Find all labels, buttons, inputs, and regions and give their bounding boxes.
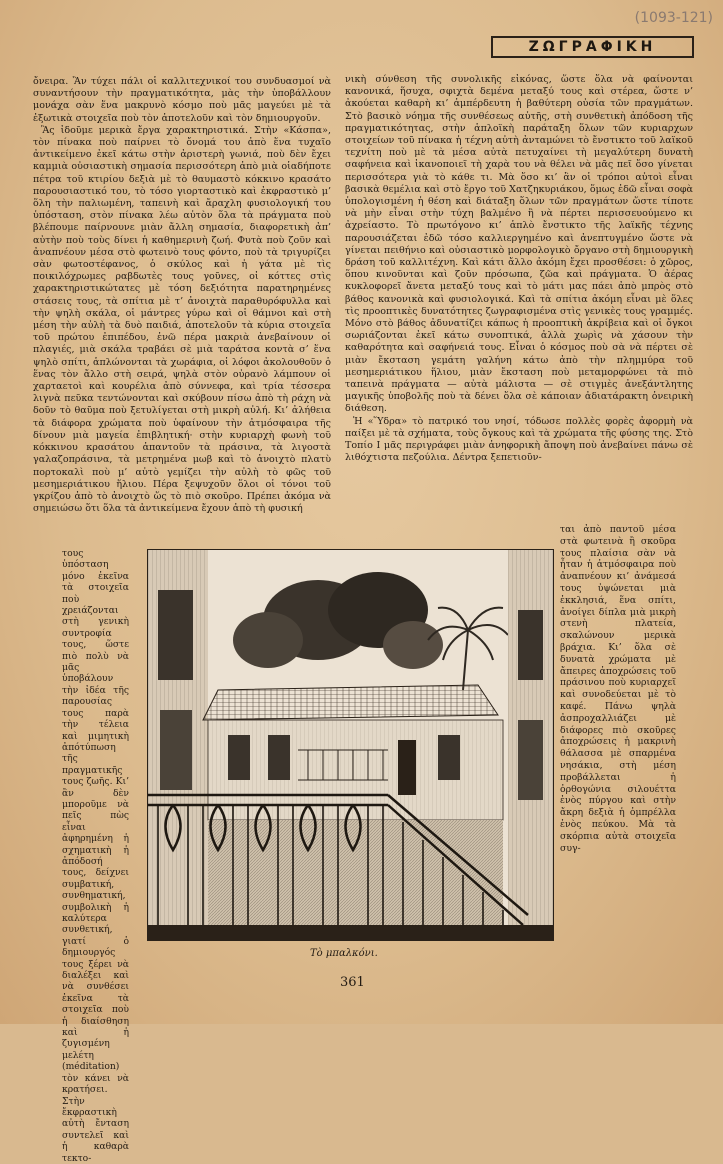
- left-paragraph-1: ὄνειρα. Ἂν τύχει πάλι οἱ καλλιτεχνικοί του συνδυασμοί νὰ συναντήσουν τὴν πραγματικότητα, μὰς τὴν ὑποβάλλουν μονάχα σὰν ἕνα μακρυνὸ κόσμο ποὺ μᾶς μαγεύει μὲ τὰ ἐξωτικὰ στοιχεῖα ποὺ τὸν ἀποτελοῦν καὶ τὸν δημιουργοῦν.: [33, 76, 331, 124]
- right-paragraph-1: νικὴ σύνθεση τῆς συνολικῆς εἰκόνας, ὥστε ὅλα νὰ φαίνονται κανονικά, ἥσυχα, σφιχτὰ δεμένα μεταξύ τους καὶ στέρεα, ὥστε ν’ ἀκούεται καθαρὴ κι’ ἀμπέρδευτη ἡ βαθύτερη οὐσία τῶν πραγμάτων. Στὸ βασικὸ νόημα τῆς συνθέσεως αὐτῆς, στὴ συνθετικὴ ἀπόδοση τῆς πραγματικότητας, στὴν ἁπλοϊκὴ παράταξη ὅλων τῶν κυριαρχων στοιχείων τοῦ πίνακα ἡ τέχνη αὐτὴ ἀνταμώνει τὸ ἔνστικτο τοῦ λαϊκοῦ τεχνίτη ποὺ μὲ τὰ μέσα αὐτὰ πετυχαίνει τὴ μεγαλύτερη δυνατὴ σαφήνεια καὶ ἱκανοποιεῖ τὴ χαρὰ του νὰ θέλει νὰ μᾶς πεῖ ὅσο γίνεται περισσότερα γιὰ τὸ κάθε τι. Μὰ ὅσο κι’ ἂν οἱ τρόποι αὐτοὶ εἶναι βασικὰ θεμέλια καὶ στὸ ἔργο τοῦ Χατζηκυριάκου, ὅμως ἐδῶ εἶναι σοφὰ ὑπολογισμένη ἡ θέση καὶ διάταξη ὅλων τῶν πραγμάτων ὥστε τίποτε νὰ μὴν εἶναι στὴν τύχη βαλμένο ἢ νὰ πέρτει περισσευούμενο κι ἀχρείαστο. Τὸ πρωτόγονο κι’ ἁπλὸ ἔνστικτο τῆς λαϊκῆς τέχνης παρουσιάζεται ἐδῶ τόσο καλλιεργημένο καὶ ἀνεπτυγμένο ὥστε νὰ γίνεται πειθήνιο καὶ οὐσιαστικὸ μορφολογικὸ ὄργανο στὴ δημιουργικὴ δράση τοῦ καλλιτέχνη. Καὶ κάτι ἄλλο ἀκόμη ἔχει προσθέσει: ὁ χῶρος, ὅπου κινοῦνται καὶ ζοῦν πρόσωπα, ζῶα καὶ πράγματα. Ὁ ἀέρας κυκλοφορεῖ ἄνετα μεταξύ τους καὶ τὸ μάτι μας πάει ἀπὸ μπρὸς στὸ βάθος κανονικὰ καὶ φυσιολογικά. Καὶ τὰ σπίτια ἀκόμη εἶναι μὲ ὅλες τὶς προοπτικὲς δυνατότητες ζωγραφισμένα στὶς γενικὲς τους γραμμές. Μόνο στὸ βάθος ἀδυνατίζει κάπως ἡ προοπτικὴ ἀκρίβεια καὶ οἱ ὄγκοι σωριάζονται ἐκεῖ κάτω συνοπτικά, ἀλλὰ χωρὶς νὰ χάσουν τὴν καθαρότητα καὶ σαφήνειά τους. Εἶναι ὁ κόσμος ποὺ σὰ νὰ πέρτει σὲ μιὰν ἔκσταση γεμάτη γαλήνη κάτω ἀπὸ τὴν πλημμύρα τοῦ μεσημεριάτικου ἥλιου, μιὰν ἔκσταση ποὺ μεταμορφώνει τὰ πιὸ ταπεινὰ πράγματα — αὐτὰ μάλιστα — σὲ στιγμὲς ἀνεξάντλητης μαγικῆς ὑποβολῆς ποὺ τὰ δένει ὅλα σὲ κάποιαν ἀδιατάρακτη ὀνειρικὴ διάθεση.: [345, 74, 693, 415]
- left-narrow-column: [62, 548, 129, 1164]
- illustration-caption: Τὸ μπαλκόνι.: [310, 948, 378, 959]
- balcony-illustration: [147, 549, 554, 941]
- right-paragraph-2: Ἡ «Ὕδρα» τὸ πατρικό του νησί, τόδωσε πολλὲς φορὲς ἀφορμὴ νὰ παίξει μὲ τὰ σχήματα, τοὺς ὄγκους καὶ τὰ χρώματα τῆς φύσης της. Στὸ Τοπίο Ι μᾶς περιγράφει μιὰν ἀνηφορικὴ ἄποψη ποὺ ἀνεβαίνει πάνω σὲ λιθόχτιστα πεζούλια. Δέντρα ξεπετιοῦν-: [345, 415, 693, 464]
- left-narrow-text: τους ὑπόσταση μόνο ἐκεῖνα τὰ στοιχεῖα ποὺ χρειάζονται στὴ γενικὴ συντροφία τους, ὥστε πιὸ πολὺ νὰ μᾶς ὑποβάλουν τὴν ἰδέα τῆς παρουσίας τους παρὰ τὴν τέλεια καὶ μιμητικὴ ἀπότύπωση τῆς πραγματικῆς τους ζωῆς. Κι’ ἂν δὲν μποροῦμε νὰ πεῖς πὼς εἶναι ἀφηρημένη ἡ σχηματικὴ ἡ ἀπόδοσή τους, δείχνει συμβατική, συνθηματική, συμβολικὴ ἡ καλύτερα συνθετική, γιατί ὁ δημιουργός τους ξέρει νὰ διαλέξει καὶ νὰ συνθέσει ἐκεῖνα τὰ στοιχεῖα ποὺ ἡ διαίσθηση καὶ ἡ ζυγισμένη μελέτη (méditation) τὸν κάνει νὰ κρατήσει. Στὴν ἔκφραστικὴ αὐτὴ ἔνταση συντελεῖ καὶ ἡ καθαρὰ τεκτο-: [62, 548, 129, 1164]
- section-title: ΖΩΓΡΑΦΙΚΗ: [491, 36, 694, 58]
- right-narrow-column: [560, 524, 676, 939]
- archive-number: (1093-121): [634, 10, 713, 26]
- page-number: 361: [340, 975, 365, 990]
- right-narrow-text: ται ἀπὸ παντοῦ μέσα στὰ φωτεινὰ ἢ σκοῦρα τους πλαίσια σὰν νὰ ἦταν ἡ ἀτμόσφαιρα ποὺ ἀναπνέουν κι’ ἀνάμεσά τους ὑψώνεται μιὰ ἐκκλησιά, ἕνα σπίτι, ἀνοίγει δίπλα μιὰ μικρὴ στενὴ πλατεία, σκαλώνουν μερικὰ βράχια. Κι’ ὅλα σὲ δυνατὰ χρώματα μὲ ἄπειρες ἀποχρώσεις τοῦ πράσινου ποὺ κυριαρχεῖ καὶ συνοδεύεται μὲ τὸ καφέ. Πάνω ψηλὰ ἀσπροχαλλιάζει μὲ διάφορες πιὸ σκοῦρες ἀποχρώσεις ἡ μακρινὴ θάλασσα μὲ σπαρμένα νησάκια, στὴ μέση προβάλλεται ἡ ὀρθογώνια σιλουέττα ἑνὸς πύργου καὶ στὴν ἄκρη δεξιὰ ἡ ὀμπρέλλα ἑνὸς πεύκου. Μὰ τὰ σκόρπια αὐτὰ στοιχεῖα συγ-: [560, 524, 676, 854]
- left-column: [33, 76, 331, 546]
- balcony-drawing: [148, 550, 553, 940]
- right-column: [345, 74, 693, 548]
- left-paragraph-2: Ἂς ἰδοῦμε μερικὰ ἔργα χαρακτηριστικά. Στὴν «Κάσπα», τὸν πίνακα ποὺ παίρνει τὸ ὄνομά του ἀπὸ ἕνα τυχαῖο ἀντικείμενο ἐκεῖ κάτω στὴν ἀριστερὴ γωνιά, ποὺ δὲν ἔχει καμμιὰ οὐσιαστικὴ σημασία περισσότερη ἀπὸ μιὰ οἱαδήποτε πέτρα τοῦ κτιρίου δεξιὰ μὲ τὸ θαυμαστὸ κόκκινο κρασάτο παρουσιαστικό του, τὸ τόσο γιορταστικὸ καὶ ἐκφραστικὸ μ’ ὅλη τὴν παλιωμένη, ταπεινὴ καὶ ἄραχλη φυσιολογική του ὑπόσταση, στὸν πίνακα λέω αὐτὸν ὅλα τὰ πράγματα ποὺ βλέπουμε παίρνουνε μιὰν ἄλλη σημασία, διαφορετικὴ ἀπ’ αὐτὴν ποὺ τοὺς δίνει ἡ καθημερινὴ ζωή. Φυτὰ ποὺ ζοῦν καὶ ἀναπνέουν μέσα στὸ φωτεινὸ τους φόντο, ποὺ τὰ τριγυρίζει σὰν φωτοστέφανος, ὁ σκύλος καὶ ἡ γάτα μὲ τὶς ποικιλόχρωμες ραβδωτὲς τους γοῦνες, οἱ κόττες στὶς χαρακτηριστικώτατες μὲ τόση δεξιότητα παρατηρημένες στάσεις τους, τὰ σπίτια μὲ τ’ ἀνοιχτὰ παραθυρόφυλλα καὶ τὴν ψηλὴ σκάλα, οἱ μάντρες γύρω καὶ οἱ θάμνοι καὶ στὴ μέση τὴν αὐλὴ τὰ δυὸ παιδιά, ἀποτελοῦν τὰ κύρια στοιχεῖα τοῦ πρώτου ἐπιπέδου, ἐνῶ πέρα μακριὰ ἀνεβαίνουν οἱ πλαγιές, μιὰ σκάλα τραβάει σὲ μιὰ ταράτσα κοντὰ σ’ ἕνα ψηλὸ σπίτι, ἁπλώνονται τὰ χωράφια, οἱ λόφοι ἀκολουθοῦν ὁ ἕνας τὸν ἄλλο στὴ σειρά, ψηλὰ στὸν οὐρανὸ λάμπουν οἱ χαρταετοὶ καὶ κουρέλια ἀπὸ σύννεφα, καὶ τρία τέσσερα λιγνὰ πεῦκα τεντώνονται καὶ σκύβουν πίσω ἀπὸ τὴ ράχη νὰ δοῦν τὸ θαῦμα ποὺ ξετυλίγεται στὴ μικρὴ αὐλή. Κι’ ἀλήθεια τὰ διάφορα χρώματα ποὺ ὑφαίνουν τὴν ἀτμόσφαιρα τῆς δίνουν μιὰ μαγεία ἐπιβλητική· στὴν κυριαρχὴ φωνὴ τοῦ κόκκινου κρασάτου ἀπαντοῦν τὰ πράσινα, τὰ λιγοστὰ γαλαζοπράσινα, τὰ μετρημένα μωβ καὶ τὸ ἀνοιχτὸ πλατὺ πορτοκαλὶ ποὺ μ’ αὐτὸ γεμίζει τὴν αὐλὴ τὸ φῶς τοῦ μεσημεριάτικου ἥλιου. Πέρα ξεψυχοῦν ὅλοι οἱ τόνοι τοῦ γκρίζου ἀπὸ τὸ ἀνοιχτὸ ὥς τὸ πιὸ σκοῦρο. Πρέπει ἀκόμα νὰ σημειώσω ὅτι ὅλα τὰ ἀντικείμενα ἔχουν ἀπὸ τὴ φυσική: [33, 124, 331, 515]
